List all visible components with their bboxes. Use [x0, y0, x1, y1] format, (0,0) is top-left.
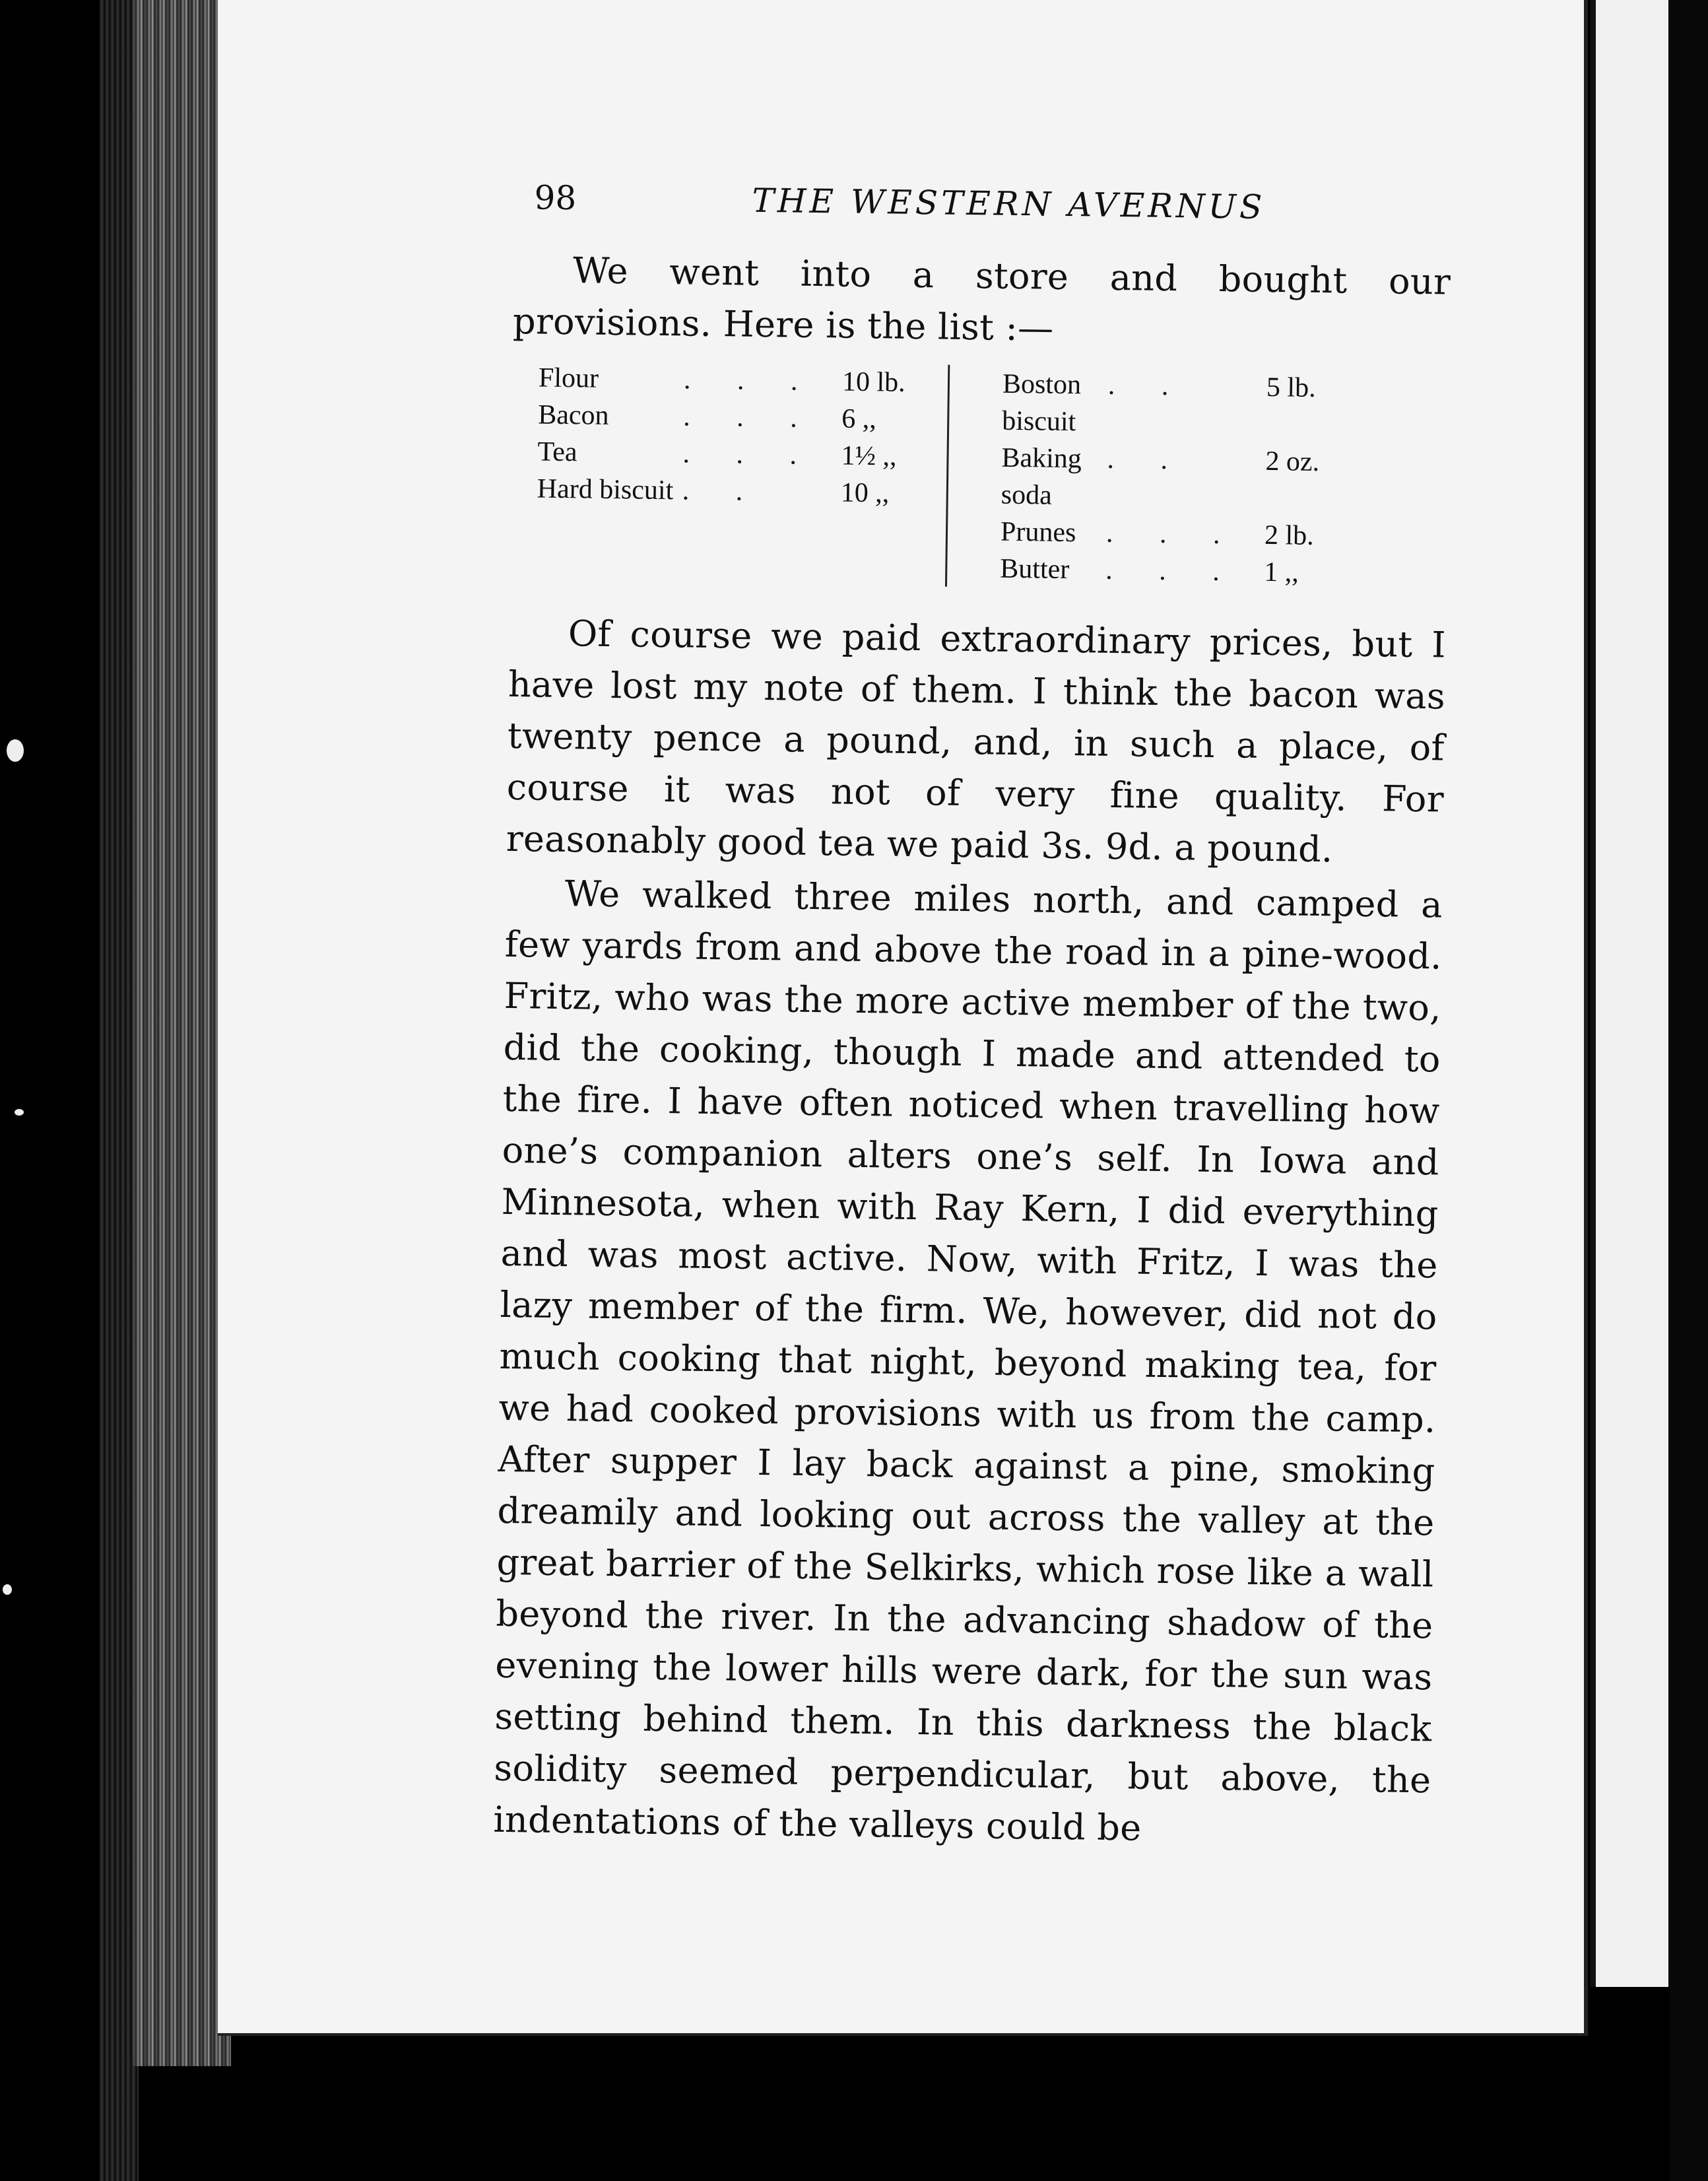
right-dark-margin [1670, 0, 1708, 2181]
page-number: 98 [534, 178, 577, 218]
text-block [493, 178, 1452, 1858]
leader-dots: . . [1107, 370, 1189, 402]
leader-dots: . . . [1105, 554, 1240, 587]
provision-row [1002, 366, 1372, 444]
provision-row [1001, 514, 1371, 555]
provision-item: Tea [537, 436, 577, 468]
provision-row [537, 433, 947, 475]
leader-dots: . . . [682, 438, 817, 471]
dust-speck [7, 739, 24, 762]
page-edges [132, 0, 231, 2066]
provision-item: Bacon [538, 399, 609, 431]
provision-row [538, 396, 948, 438]
leader-dots: . . . [1105, 518, 1240, 551]
facing-page-edge [1591, 0, 1668, 1987]
leader-dots: . . [1107, 444, 1188, 476]
paragraph-intro: We went into a store and bought our provisions. Here is the list :— [512, 250, 1451, 349]
provision-item: Hard biscuit [537, 473, 674, 506]
provisions-list [536, 360, 1449, 593]
provision-quantity: 2 lb. [1264, 520, 1314, 551]
leader-dots: . . . [683, 364, 818, 397]
provision-quantity: 1½ ,, [841, 440, 897, 472]
running-head: THE WESTERN AVERNUS [752, 181, 1266, 226]
provision-quantity: 6 ,, [841, 403, 877, 435]
provision-quantity: 10 lb. [841, 366, 905, 398]
provision-row [537, 470, 946, 512]
provision-quantity: 2 oz. [1265, 446, 1320, 477]
provision-item: Butter [1000, 553, 1070, 586]
leader-dots: . . . [682, 401, 818, 434]
provisions-column-right [945, 365, 1372, 592]
provision-row [1001, 440, 1371, 518]
provision-item: Prunes [1000, 516, 1076, 549]
paragraph-prices: Of course we paid extraordinary prices, but I have lost my note of them. I think the bacon was twenty pence a pound, and, in such a place, of course it was not of very fine quality. For reasonably good tea we paid 3s. 9d. a pound. [506, 613, 1447, 871]
provisions-column-left [536, 360, 948, 587]
provision-item: Flour [538, 362, 599, 394]
dust-speck [3, 1584, 12, 1595]
leader-dots: . . [682, 475, 763, 507]
provision-row [1000, 551, 1370, 592]
dust-speck [15, 1109, 24, 1116]
provision-quantity: 5 lb. [1266, 372, 1316, 403]
provision-item: Boston biscuit [1001, 368, 1082, 438]
provision-row [539, 360, 948, 402]
provision-quantity: 1 ,, [1263, 556, 1299, 588]
provision-quantity: 10 ,, [840, 477, 890, 509]
paragraph-camp: We walked three miles north, and camped a few yards from and above the road in a pine-wood. Fritz, who was the more active member of the two, did the cooking, though I made and attended to the fire. I have often noticed when travelling how one’s companion alters one’s self. In Iowa and Minnesota, when with Ray Kern, I did everything and was most active. Now, with Fritz, I was the lazy member of the firm. We, however, did not do much cooking that night, beyond making tea, for we had cooked provisions with us from the camp. After supper I lay back against a pine, smoking dreamily and looking out across the valley at the great barrier of the Selkirks, which rose like a wall beyond the river. In the advancing shadow of the evening the lower hills were dark, for the sun was setting behind them. In this darkness the black solidity seemed perpendicular, but above, the indentations of the valleys could be [493, 873, 1443, 1849]
provision-item: Baking soda [1001, 442, 1082, 511]
